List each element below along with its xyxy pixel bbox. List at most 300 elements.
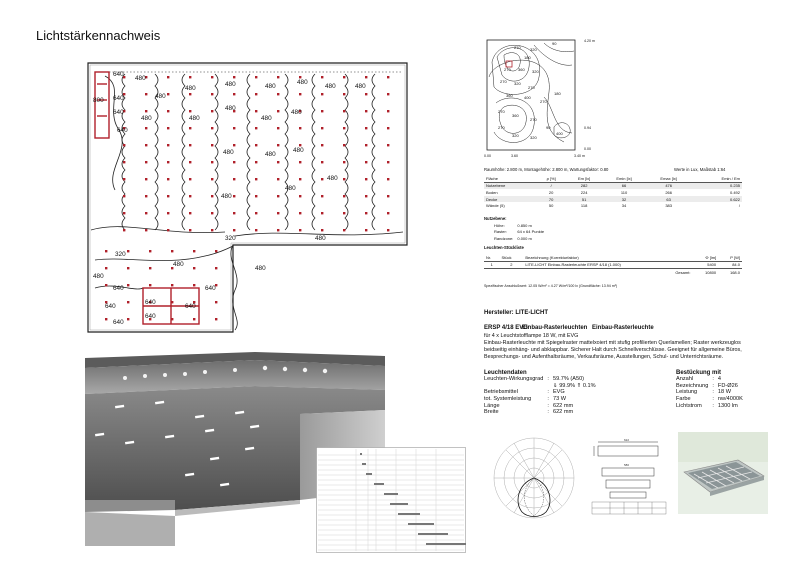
cell: Anzahl xyxy=(676,376,694,383)
luminaire-point xyxy=(255,161,257,163)
cell: : xyxy=(712,389,714,396)
page-title: Lichtstärkennachweis xyxy=(36,28,161,43)
cell: 110 xyxy=(620,189,628,195)
cell: 64 x 64 Punkte xyxy=(517,229,545,235)
cell: Farbe xyxy=(676,396,691,403)
luminaire-point xyxy=(255,195,257,197)
schedule-bar xyxy=(362,463,366,465)
cell: 622 mm xyxy=(552,409,574,416)
luminaire-point xyxy=(277,110,279,112)
surfaces-table xyxy=(484,175,742,209)
contour-label: 270 xyxy=(500,79,507,84)
luminaire-point xyxy=(123,178,125,180)
contour-label: 90 xyxy=(546,125,551,130)
cell: 66 xyxy=(602,182,645,189)
luminaire-point xyxy=(255,127,257,129)
cell: tot. Systemleistung xyxy=(484,396,532,403)
table-row xyxy=(482,409,598,416)
cell: 0.000 m xyxy=(517,235,532,241)
luminaire-point xyxy=(171,284,173,286)
luminaire-point xyxy=(365,76,367,78)
luminaire-point xyxy=(255,212,257,214)
cell: Bezeichnung xyxy=(676,382,709,389)
luminaire-point xyxy=(123,195,125,197)
luminaire-point xyxy=(105,318,107,320)
schedule-thumbnail xyxy=(316,447,466,553)
contour-line xyxy=(345,74,348,230)
contour-label: 640 xyxy=(185,303,196,310)
luminaire-point xyxy=(343,110,345,112)
luminaire-point xyxy=(299,195,301,197)
contour-label: 180 xyxy=(524,55,531,60)
luminaire-point xyxy=(233,229,235,231)
luminaire-point xyxy=(167,178,169,180)
luminaire-point xyxy=(387,144,389,146)
cell: / xyxy=(536,182,566,189)
contour-label: 320 xyxy=(532,69,539,74)
cell: 0.622 xyxy=(692,196,742,203)
luminaire-point xyxy=(189,178,191,180)
luminaire-point xyxy=(277,161,279,163)
contour-label: 640 xyxy=(117,127,128,134)
cell: Leistung xyxy=(676,389,698,396)
luminaire-point xyxy=(211,161,213,163)
cell: Höhe: xyxy=(494,222,505,228)
luminaire-point xyxy=(277,229,279,231)
contour-label: 640 xyxy=(113,71,124,78)
luminaire-point xyxy=(211,93,213,95)
cell: 224 xyxy=(580,189,588,195)
schedule-bar xyxy=(398,513,420,515)
contour-label: 640 xyxy=(145,299,156,306)
table-row xyxy=(482,389,598,396)
contour-label: 320 xyxy=(225,235,236,242)
cell: 5400 xyxy=(692,261,718,269)
luminaire-point xyxy=(343,127,345,129)
luminaire-point xyxy=(343,178,345,180)
luminaire-point xyxy=(233,76,235,78)
luminaire-point xyxy=(167,127,169,129)
table-row xyxy=(484,261,742,269)
luminaire-point xyxy=(321,178,323,180)
luminaire-point xyxy=(233,127,235,129)
cell: Leuchten-Wirkungsgrad xyxy=(484,376,544,383)
luminaire-point xyxy=(299,229,301,231)
luminaire-point xyxy=(255,178,257,180)
isolux-contours xyxy=(91,74,403,330)
th: ρ [%] xyxy=(536,175,566,182)
contour-label: 480 xyxy=(261,115,272,122)
luminaire-data-table xyxy=(482,376,598,416)
contour-label: 800 xyxy=(93,97,104,104)
luminaire-point xyxy=(149,250,151,252)
luminaire-point xyxy=(321,212,323,214)
contour-label: 360 xyxy=(506,93,513,98)
schedule-bar xyxy=(366,473,372,475)
contour-label: 480 xyxy=(297,79,308,86)
table-header-row xyxy=(484,175,742,182)
luminaire-point xyxy=(193,250,195,252)
contour-line xyxy=(182,74,185,230)
isolux-floor-plan xyxy=(85,60,410,335)
contour-line xyxy=(231,245,237,330)
cell: 32 xyxy=(602,196,645,203)
cell: Randzone: xyxy=(494,235,514,241)
total-label: Gesamt: xyxy=(675,269,691,275)
luminaire-point xyxy=(171,301,173,303)
luminaire-point xyxy=(127,250,129,252)
luminaire-point xyxy=(343,195,345,197)
cell: : xyxy=(712,402,714,409)
luminaire-point xyxy=(149,267,151,269)
schedule-bar xyxy=(384,493,398,495)
grid-table xyxy=(492,222,546,242)
table-row xyxy=(484,269,742,276)
luminaire-group-left xyxy=(95,72,109,138)
luminaires-heading: Leuchten-Stückliste xyxy=(484,245,524,250)
contour-label: 640 xyxy=(145,313,156,320)
luminaire-point xyxy=(189,93,191,95)
contour-label: 320 xyxy=(530,47,537,52)
contour-label: 480 xyxy=(293,147,304,154)
cell: : xyxy=(547,376,549,383)
cell: Länge xyxy=(484,402,500,409)
contour-label: 640 xyxy=(205,285,216,292)
luminaire-point xyxy=(343,144,345,146)
table-row xyxy=(674,389,745,396)
luminaire-point xyxy=(127,284,129,286)
luminaire-point xyxy=(321,229,323,231)
luminaire-point xyxy=(189,195,191,197)
luminaire-point xyxy=(127,301,129,303)
table-row xyxy=(492,229,546,236)
luminaire-point xyxy=(127,267,129,269)
cell: Lichtstrom xyxy=(676,402,702,409)
luminaire-point xyxy=(299,212,301,214)
equipment-heading: Bestückung mit xyxy=(676,370,722,376)
luminaire-point xyxy=(233,144,235,146)
th: Bezeichnung (Korrekturfaktor) xyxy=(523,254,692,261)
cell: 34 xyxy=(621,203,627,209)
luminaire-point xyxy=(387,76,389,78)
contour-label: 640 xyxy=(113,109,124,116)
cell: 622 mm xyxy=(552,402,574,409)
luminaire-point xyxy=(211,195,213,197)
luminaire-point xyxy=(321,93,323,95)
contour-label: 480 xyxy=(221,193,232,200)
luminaire-point xyxy=(123,229,125,231)
contour-label: 480 xyxy=(185,85,196,92)
desc-line: beidseitig einhäng- und abklappbar. Sicherer Halt durch Schnellverschlüsse. Geeignet für allgemeine Büros, xyxy=(484,347,742,353)
luminaire-point xyxy=(387,229,389,231)
contour-label: 480 xyxy=(255,265,266,272)
luminaire-point xyxy=(277,127,279,129)
contour-label: 480 xyxy=(285,185,296,192)
contour-label: 480 xyxy=(135,75,146,82)
contour-label: 480 xyxy=(291,109,302,116)
luminaire-point xyxy=(215,267,217,269)
luminaire-point xyxy=(233,195,235,197)
schedule-bar xyxy=(360,453,362,455)
axis-y-top: 4.20 m xyxy=(584,39,595,43)
luminaire-point xyxy=(149,284,151,286)
luminaire-point xyxy=(387,161,389,163)
luminaire-point xyxy=(321,127,323,129)
axis-x-mid: 3.60 xyxy=(511,154,518,158)
luminaire-point xyxy=(321,195,323,197)
cell: Nutzebene xyxy=(484,182,536,189)
luminaire-point xyxy=(127,318,129,320)
luminaire-point xyxy=(343,161,345,163)
luminaire-point xyxy=(189,229,191,231)
contour-label: 480 xyxy=(315,235,326,242)
contour-label: 320 xyxy=(115,251,126,258)
luminaire-point xyxy=(171,250,173,252)
luminaire-point xyxy=(167,144,169,146)
luminaire-point xyxy=(167,229,169,231)
cell: 476 xyxy=(646,182,692,189)
th: Stück xyxy=(500,254,524,261)
product-category: Einbau-Rasterleuchten xyxy=(522,325,588,331)
polar-distribution-diagram xyxy=(488,432,580,524)
grid-heading: Nutzebene: xyxy=(484,216,507,221)
contour-label: 640 xyxy=(113,95,124,102)
cell: : xyxy=(547,409,549,416)
luminaire-point xyxy=(321,110,323,112)
cell: 59.7% (A50) xyxy=(552,376,585,383)
luminaire-point xyxy=(387,127,389,129)
luminaire-point xyxy=(321,144,323,146)
luminaire-point xyxy=(387,93,389,95)
cell: : xyxy=(712,376,714,383)
luminaire-point xyxy=(233,212,235,214)
cell: 0.850 m xyxy=(517,222,532,228)
luminaire-point xyxy=(233,93,235,95)
luminaire-point xyxy=(145,195,147,197)
desc-line: Besprechungs- und Aufenthaltsräume, Verkaufsräume, Ausstellungen, Schul- und Unterrichtsräume. xyxy=(484,354,724,360)
cell: EVG xyxy=(552,389,565,396)
contour-label: 270 xyxy=(528,85,535,90)
luminaire-point xyxy=(189,212,191,214)
contour-label: 480 xyxy=(173,261,184,268)
cell: : xyxy=(712,382,714,389)
luminaire-point xyxy=(167,212,169,214)
luminaire-data-heading: Leuchtendaten xyxy=(484,370,527,376)
luminaire-point xyxy=(123,144,125,146)
schedule-bar xyxy=(426,543,466,545)
manufacturer: Hersteller: LITE-LICHT xyxy=(484,310,549,316)
cell: 118 xyxy=(580,203,588,209)
luminaire-point xyxy=(365,144,367,146)
desc-line: für 4 x Leuchtstofflampe 18 W, mit EVG xyxy=(484,333,579,339)
luminaire-point xyxy=(167,93,169,95)
luminaire-point xyxy=(255,110,257,112)
table-header-row xyxy=(484,254,742,261)
table-row xyxy=(674,376,745,383)
luminaire-point xyxy=(365,127,367,129)
cell: 2 xyxy=(500,261,524,269)
dimension-drawing xyxy=(590,438,668,520)
cell: / xyxy=(738,203,740,209)
luminaire-point xyxy=(167,195,169,197)
total-lumen: 10800 xyxy=(705,269,717,275)
th: Emin / Em xyxy=(692,175,742,182)
luminaire-point xyxy=(387,212,389,214)
luminaire-point xyxy=(387,195,389,197)
luminaire-point xyxy=(123,161,125,163)
cell: 0.492 xyxy=(729,189,740,195)
product-type: ERSP 4/18 EVG xyxy=(484,325,528,331)
cell: 282 xyxy=(566,182,602,189)
luminaire-point xyxy=(211,144,213,146)
contour-label: 640 xyxy=(113,319,124,326)
contour-label: 270 xyxy=(540,99,547,104)
cell: Raster: xyxy=(494,229,507,235)
cell: Breite xyxy=(484,409,499,416)
table-row xyxy=(484,196,742,203)
luminaire-point xyxy=(105,267,107,269)
product-photo xyxy=(678,432,768,514)
contour-label: 480 xyxy=(225,105,236,112)
luminaire-point xyxy=(211,110,213,112)
axis-x-left: 0.00 xyxy=(484,154,491,158)
contour-label: 480 xyxy=(265,151,276,158)
contour-label: 320 xyxy=(530,135,537,140)
cell: Wände (5) xyxy=(486,203,505,209)
contour-label: 320 xyxy=(514,81,521,86)
contour-line xyxy=(91,227,225,233)
luminaires-table xyxy=(484,254,742,276)
contour-label: 480 xyxy=(325,83,336,90)
luminaire-point xyxy=(189,76,191,78)
luminaire-point xyxy=(255,229,257,231)
cell: 84.0 xyxy=(718,261,742,269)
luminaire-point xyxy=(343,212,345,214)
cell: 1 xyxy=(484,261,500,269)
luminaire-point xyxy=(123,212,125,214)
luminaire-point xyxy=(189,110,191,112)
axis-x-right: 3.40 m xyxy=(574,154,585,158)
luminaire-point xyxy=(321,161,323,163)
contour-label: 270 xyxy=(514,45,521,50)
luminaire-point xyxy=(105,284,107,286)
th: Em [lx] xyxy=(566,175,602,182)
cell: Betriebsmittel xyxy=(484,389,518,396)
contour-line xyxy=(247,74,250,230)
luminaire-point xyxy=(299,127,301,129)
luminaire-point xyxy=(145,212,147,214)
contour-label: 270 xyxy=(498,109,505,114)
cell: 70 xyxy=(536,196,566,203)
cell: 20 xyxy=(548,189,554,195)
luminaire-point xyxy=(233,178,235,180)
th: Emin [lx] xyxy=(602,175,645,182)
contour-label: 480 xyxy=(189,115,200,122)
contour-line xyxy=(372,74,375,230)
contour-line xyxy=(312,74,315,230)
cell: 0.235 xyxy=(692,182,742,189)
luminaire-point xyxy=(105,250,107,252)
luminaire-point xyxy=(277,178,279,180)
cell: 51 xyxy=(566,196,602,203)
contour-label: 90 xyxy=(552,41,557,46)
luminaire-point xyxy=(365,110,367,112)
contour-label: 360 xyxy=(512,113,519,118)
contour-label: 480 xyxy=(93,273,104,280)
luminaire-point xyxy=(365,195,367,197)
luminaire-point xyxy=(145,178,147,180)
contour-label: 270 xyxy=(530,117,537,122)
contour-label: 480 xyxy=(141,115,152,122)
specific-value: Spezifischer Anschlußwert: 12.05 W/m² = 4.27 W/m²/100 lx (Grundfläche: 13.94 m²) xyxy=(484,284,618,288)
luminaire-point xyxy=(277,93,279,95)
table-row xyxy=(484,182,742,189)
cell: 63 xyxy=(646,196,692,203)
cell: : xyxy=(712,396,714,403)
axis-y-bottom: 0.00 xyxy=(584,147,591,151)
cell: nw/4000K xyxy=(717,396,743,403)
luminaire-point xyxy=(189,127,191,129)
cell: : xyxy=(547,396,549,403)
luminaire-point xyxy=(145,229,147,231)
contour-label: 320 xyxy=(512,133,519,138)
cell: LITE-LICHT Einbau-Rasterleuchte ERSP 4/18 (1.000) xyxy=(523,261,692,269)
luminaire-point xyxy=(277,144,279,146)
room-params: Raumhöhe: 2.800 m, Montagehöhe: 2.800 m, Wartungsfaktor: 0.80 xyxy=(484,167,609,172)
th: Nr. xyxy=(484,254,500,261)
luminaire-point xyxy=(365,93,367,95)
luminaire-point xyxy=(277,76,279,78)
luminaire-point xyxy=(211,212,213,214)
luminaire-point xyxy=(365,212,367,214)
schedule-bar xyxy=(390,503,408,505)
luminaire-point xyxy=(145,144,147,146)
luminaire-point xyxy=(215,250,217,252)
axis-y-mid: 0.94 xyxy=(584,126,591,130)
luminaire-point xyxy=(211,76,213,78)
th: Φ [lm] xyxy=(692,254,718,261)
table-row xyxy=(484,202,742,209)
luminaire-point xyxy=(365,161,367,163)
contour-label: 480 xyxy=(327,175,338,182)
small-isolux-plan xyxy=(484,37,579,162)
table-row xyxy=(482,383,598,390)
cell: Decke xyxy=(484,196,536,203)
luminaire-point xyxy=(211,127,213,129)
luminaire-point xyxy=(167,161,169,163)
table-row xyxy=(674,383,745,390)
luminaire-point xyxy=(277,195,279,197)
equipment-table xyxy=(674,376,745,409)
luminaire-point xyxy=(193,284,195,286)
luminaire-point xyxy=(171,318,173,320)
contour-label: 180 xyxy=(554,91,561,96)
luminaire-point xyxy=(343,76,345,78)
luminaire-point xyxy=(189,144,191,146)
luminaire-point xyxy=(387,178,389,180)
luminaire-point xyxy=(211,178,213,180)
th: Emax [lx] xyxy=(646,175,692,182)
total-watt: 168.0 xyxy=(729,269,740,275)
contour-labels xyxy=(93,71,366,326)
luminaire-point xyxy=(189,161,191,163)
schedule-bar xyxy=(418,533,448,535)
contour-label: 480 xyxy=(265,83,276,90)
cell xyxy=(482,383,545,390)
luminaire-point xyxy=(255,144,257,146)
cell: 383 xyxy=(665,203,672,209)
luminaire-point xyxy=(145,161,147,163)
